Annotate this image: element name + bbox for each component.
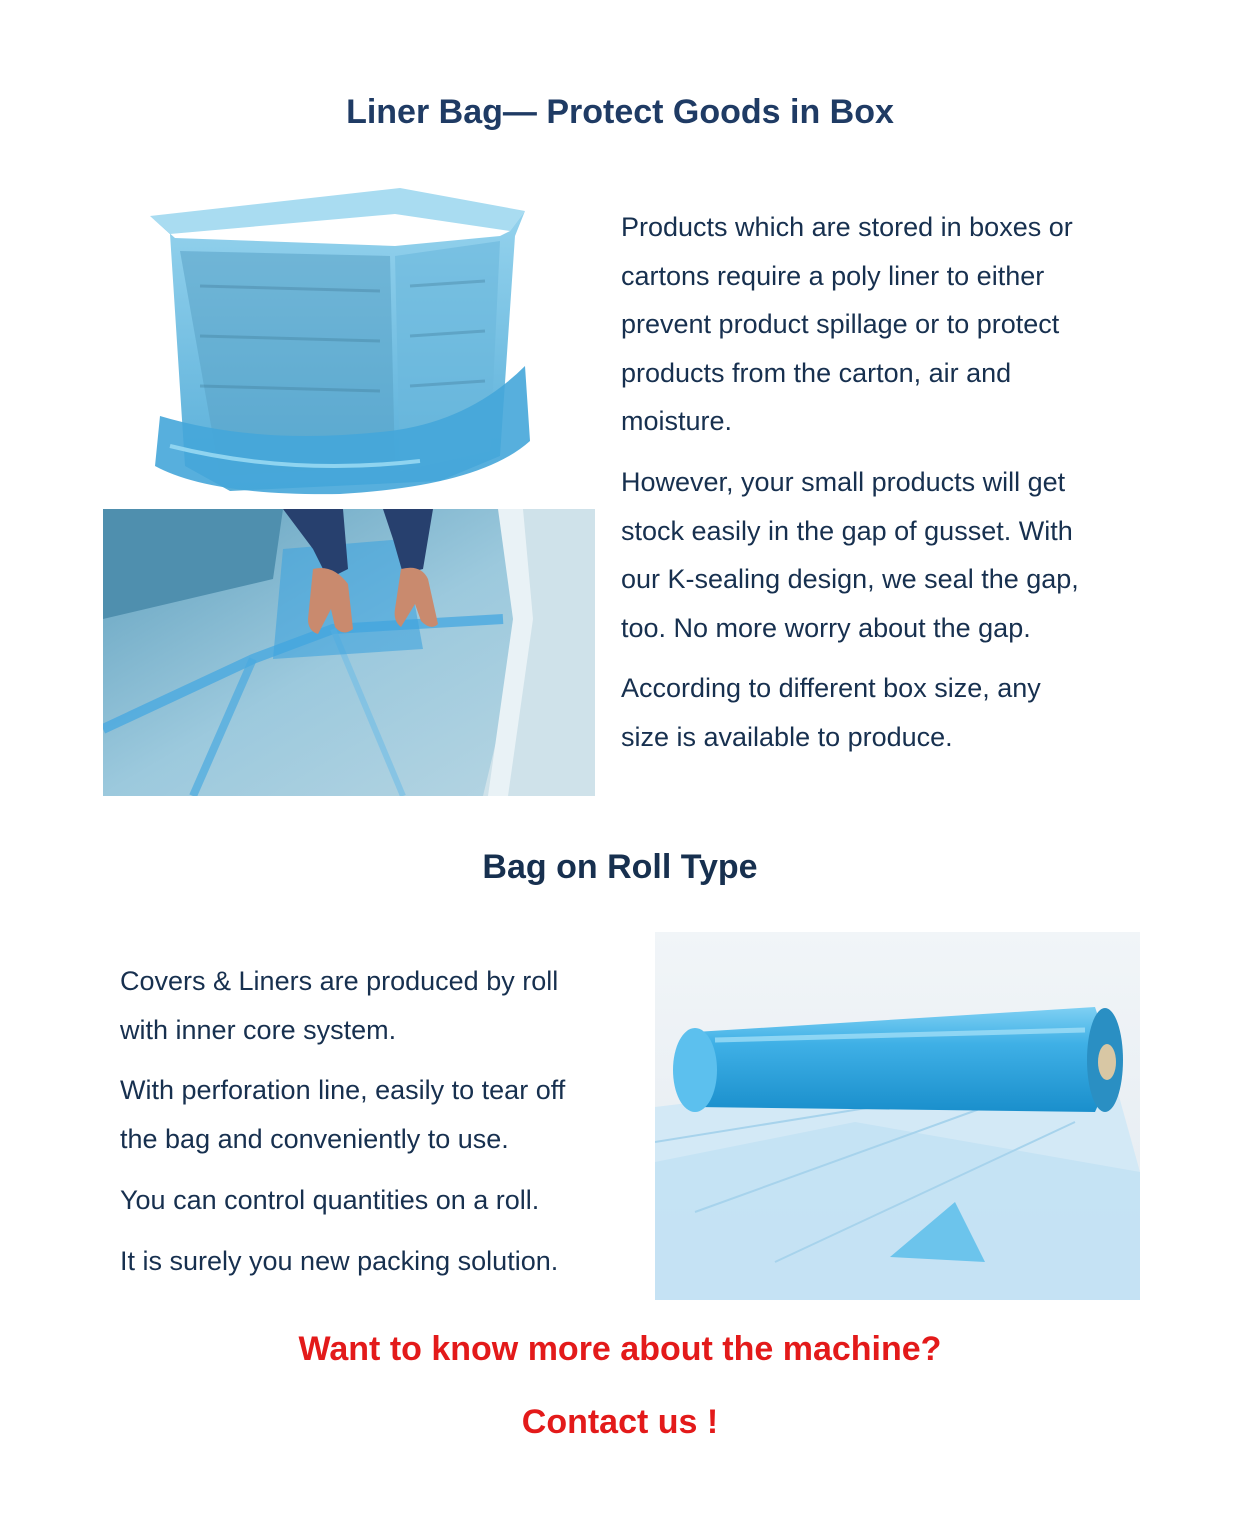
text-line: However, your small products will get — [621, 467, 1066, 497]
text-line: too. No more worry about the gap. — [621, 612, 1031, 643]
text-line: According to different box size, any — [621, 673, 1041, 703]
section2-paragraph-4 — [120, 1237, 558, 1286]
text-line: You can control quantities on a roll. — [120, 1185, 540, 1215]
text-line: our K-sealing design, we seal the gap, — [621, 564, 1079, 594]
liner-inside-hands-image — [103, 509, 595, 796]
contact-us-link[interactable]: Contact us ! — [521, 1403, 719, 1441]
text-line: Products which are stored in boxes or — [621, 212, 1073, 242]
text-line: moisture. — [621, 406, 733, 436]
text-line: with inner core system. — [120, 1014, 397, 1045]
text-line: cartons require a poly liner to either — [621, 260, 1045, 291]
text-line: products from the carton, air and — [621, 357, 1012, 388]
text-line: the bag and conveniently to use. — [120, 1123, 509, 1154]
section2-paragraph-1 — [120, 957, 558, 1054]
section2-paragraph-3 — [120, 1176, 539, 1225]
section1-paragraph-2 — [621, 458, 1079, 652]
text-line: With perforation line, easily to tear off — [120, 1075, 566, 1105]
text-line: size is available to produce. — [621, 721, 953, 752]
section1-paragraph-3 — [621, 664, 1041, 761]
liner-box-image — [140, 176, 532, 498]
section2-paragraph-2 — [120, 1066, 565, 1163]
cta-question: Want to know more about the machine? — [298, 1330, 942, 1368]
section1-title: Liner Bag— Protect Goods in Box — [346, 93, 894, 131]
text-line: Covers & Liners are produced by roll — [120, 966, 559, 996]
section1-paragraph-1 — [621, 203, 1073, 446]
text-line: It is surely you new packing solution. — [120, 1246, 559, 1276]
section2-title: Bag on Roll Type — [482, 848, 758, 886]
bag-roll-image — [655, 932, 1140, 1300]
text-line: stock easily in the gap of gusset. With — [621, 515, 1073, 546]
text-line: prevent product spillage or to protect — [621, 309, 1060, 339]
